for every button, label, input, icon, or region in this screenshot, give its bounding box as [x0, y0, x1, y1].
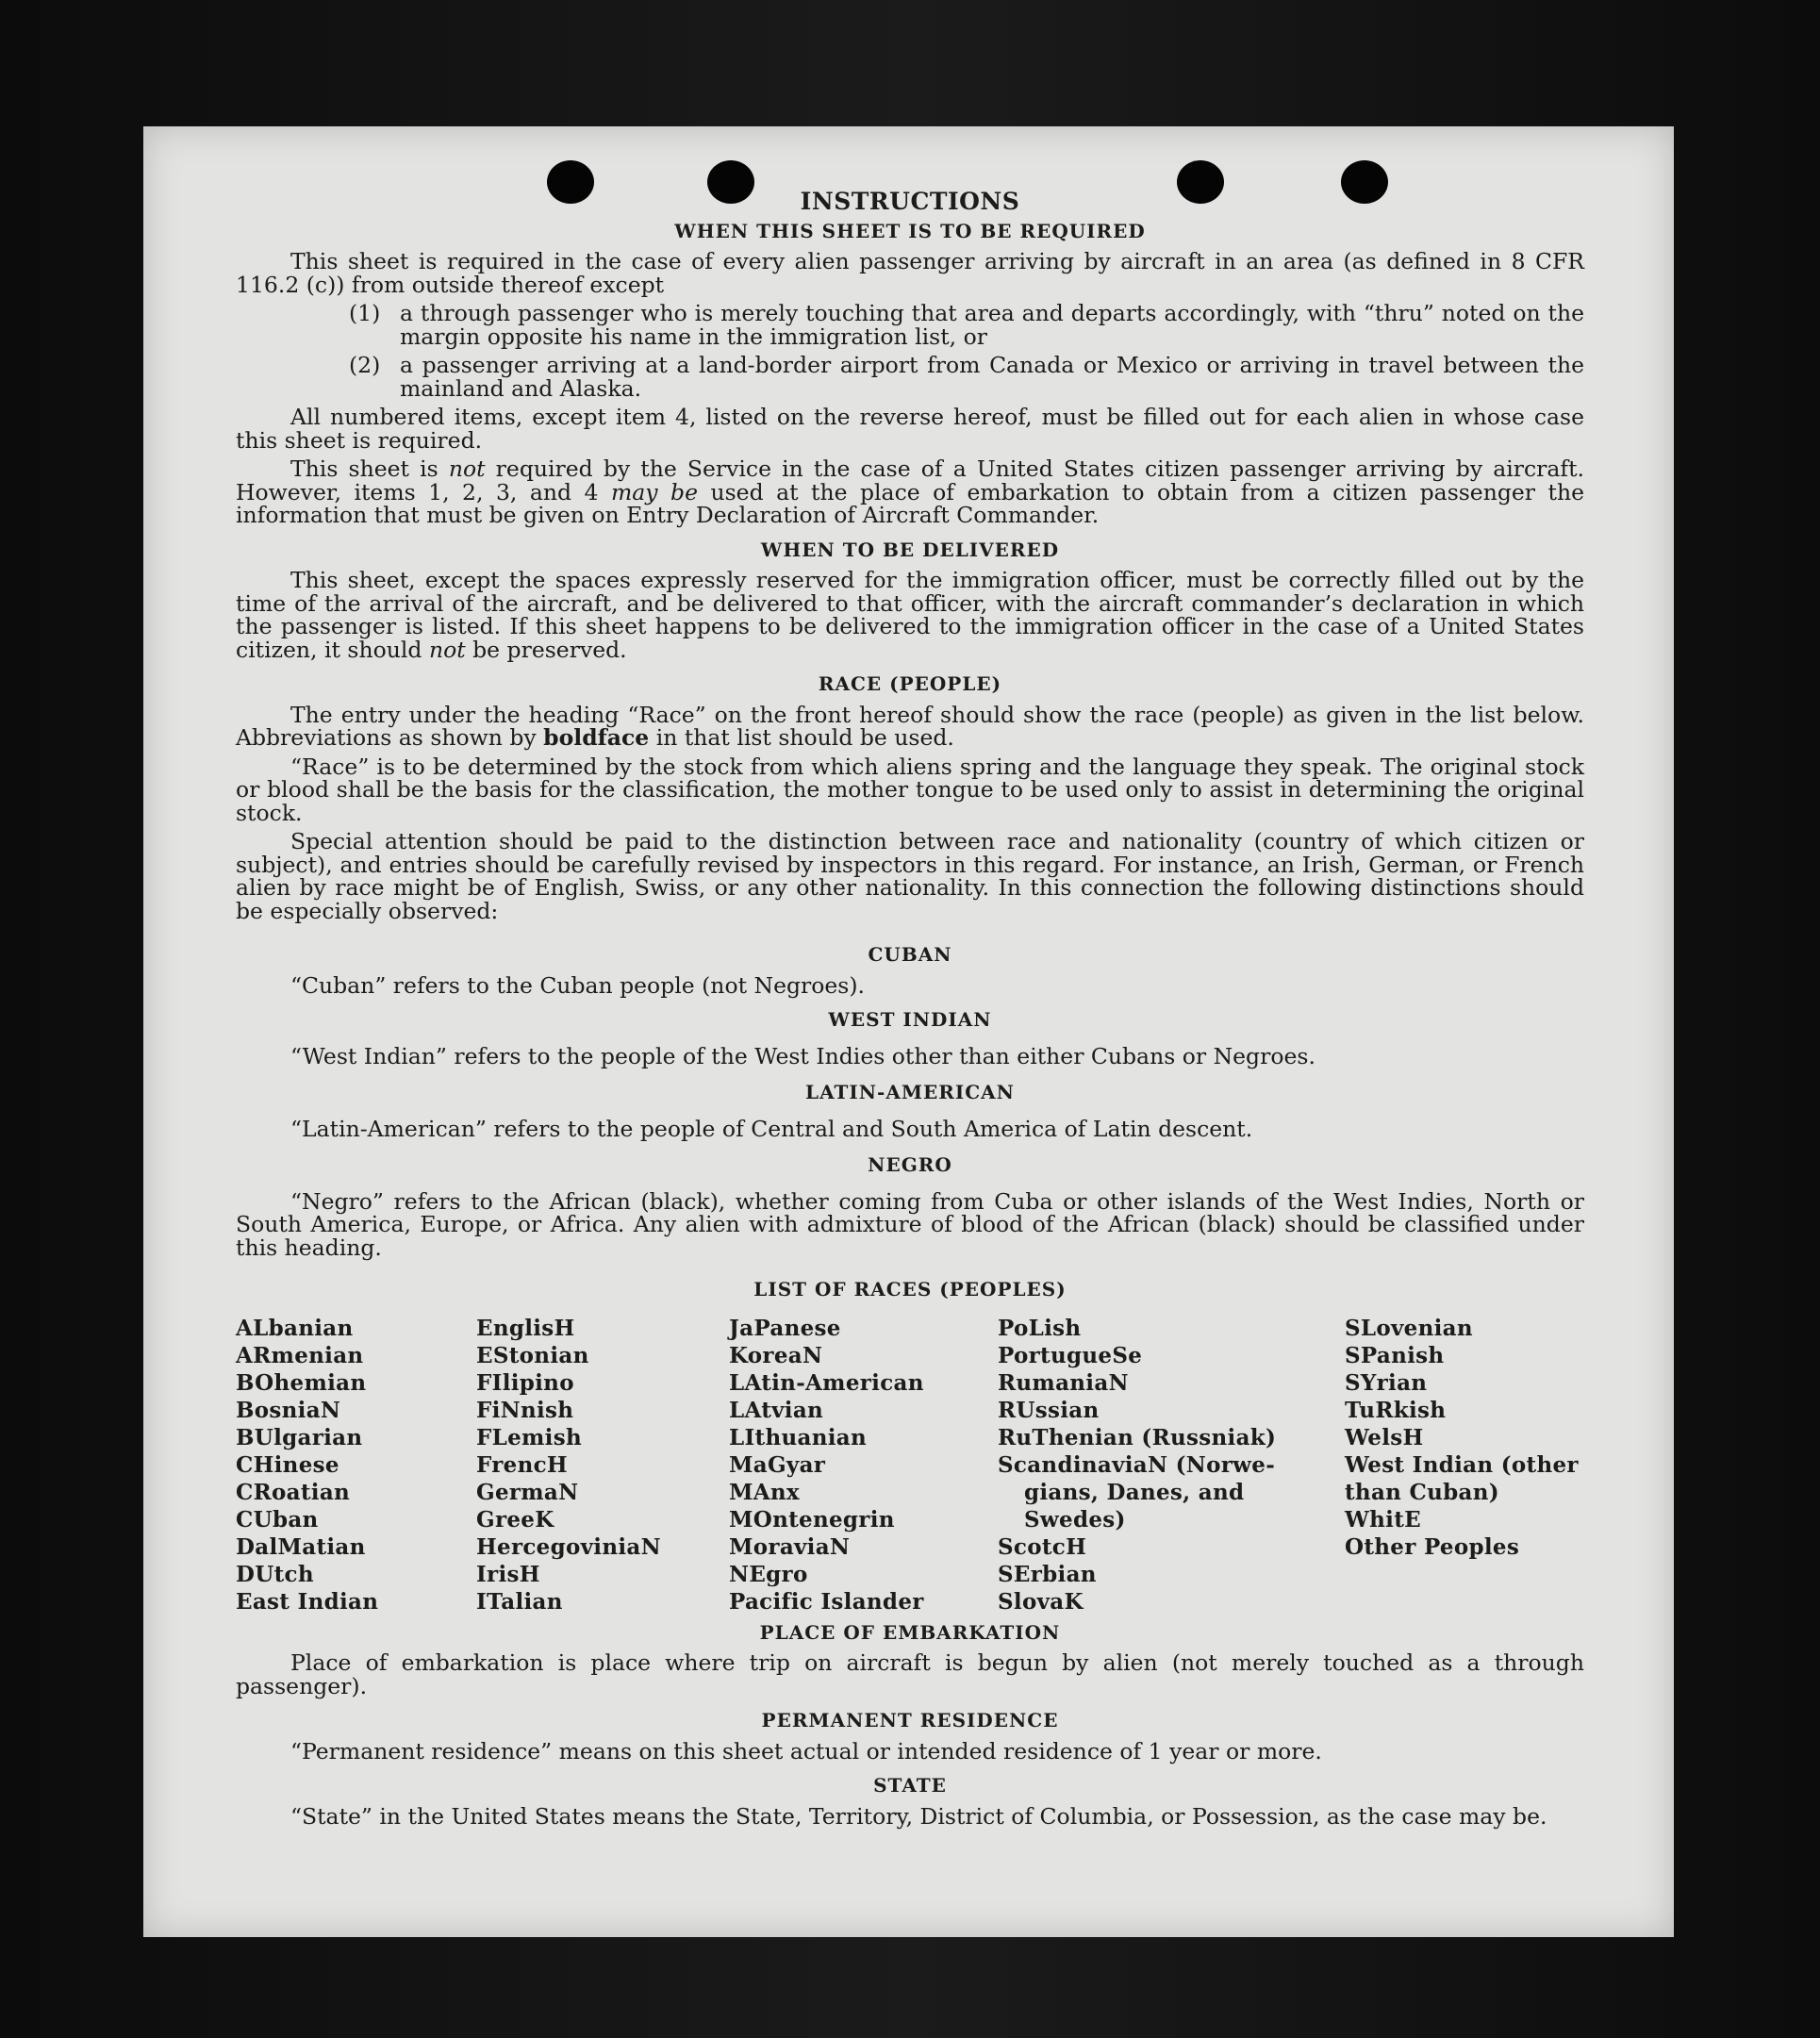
- race-item: SYrian: [1345, 1369, 1428, 1396]
- exception-item-2: [349, 354, 1584, 400]
- race-item: WhitE: [1345, 1506, 1421, 1533]
- race-paragraph-2: “Race” is to be determined by the stock from which aliens spring and the language they speak. The original stock or blood shall be the basis for the classification, the mother tongue to be used only to assist in determining the original stock.: [236, 753, 1584, 826]
- race-item: MAnx: [729, 1479, 800, 1505]
- race-list: [236, 1315, 1584, 1615]
- heading-latin-american: LATIN-AMERICAN: [805, 1081, 1015, 1103]
- race-item: BUlgarian: [236, 1424, 363, 1450]
- race-column-4: [998, 1315, 1345, 1615]
- race-item: ITalian: [476, 1588, 563, 1615]
- race-item: ARmenian: [236, 1342, 364, 1368]
- negro-text: “Negro” refers to the African (black), whether coming from Cuba or other islands of the West Indies, North or South America, Europe, or Africa. Any alien with admixture of blood of the African (black) should be classified under this heading.: [236, 1187, 1584, 1261]
- citizen-paragraph: This sheet is not required by the Service in the case of a United States citizen passenger arriving by aircraft. However, items 1, 2, 3, and 4 may be used at the place of embarkation to obtain from a citizen passenger the information that must be given on Entry Declaration of Aircraft Commander.: [236, 456, 1585, 528]
- race-item: DalMatian: [236, 1533, 366, 1560]
- document-sheet: [143, 126, 1674, 1937]
- race-item: SErbian: [998, 1561, 1097, 1587]
- race-item: ScandinaviaN (Norwe-: [998, 1451, 1276, 1478]
- race-item: FLemish: [476, 1424, 582, 1450]
- race-item: RuThenian (Russniak): [998, 1424, 1277, 1450]
- race-item: RUssian: [998, 1397, 1100, 1423]
- item-number: (2): [349, 352, 381, 378]
- race-item: FrencH: [476, 1451, 568, 1478]
- when-required-intro: This sheet is required in the case of every alien passenger arriving by aircraft in an area (as defined in 8 CFR 116.2 (c)) from outside thereof except: [236, 248, 1584, 298]
- race-item: MOntenegrin: [729, 1506, 895, 1533]
- race-item-continuation: gians, Danes, and: [1024, 1479, 1245, 1505]
- residence-text: “Permanent residence” means on this sheet actual or intended residence of 1 year or more.: [290, 1737, 1322, 1765]
- race-item: WelsH: [1345, 1424, 1424, 1450]
- race-item: TuRkish: [1345, 1397, 1447, 1423]
- item-text: a passenger arriving at a land-border airport from Canada or Mexico or arriving in travel between the mainland and Alaska.: [400, 352, 1584, 402]
- heading-list-of-races: LIST OF RACES (PEOPLES): [753, 1278, 1067, 1301]
- heading-when-delivered: WHEN TO BE DELIVERED: [760, 538, 1060, 561]
- race-column-1: [236, 1315, 476, 1615]
- race-item: BosniaN: [236, 1397, 341, 1423]
- west-indian-text: “West Indian” refers to the people of the West Indies other than either Cubans or Negroes.: [290, 1042, 1315, 1069]
- race-item: Pacific Islander: [729, 1588, 924, 1615]
- race-item: CHinese: [236, 1451, 339, 1478]
- exception-item-1: [349, 302, 1584, 348]
- race-item: East Indian: [236, 1588, 379, 1615]
- race-item: GreeK: [476, 1506, 554, 1533]
- race-item-continuation: Swedes): [1024, 1506, 1126, 1533]
- page-title: INSTRUCTIONS: [800, 188, 1020, 215]
- race-item: NEgro: [729, 1561, 808, 1587]
- race-item: LAtin-American: [729, 1369, 924, 1396]
- race-paragraph-1: The entry under the heading “Race” on the front hereof should show the race (people) as given in the list below. Abbreviations as shown by boldface in that list should be used.: [236, 701, 1584, 751]
- heading-embarkation: PLACE OF EMBARKATION: [759, 1620, 1061, 1644]
- embarkation-text: Place of embarkation is place where trip on aircraft is begun by alien (not merely touched as a through passenger).: [236, 1649, 1584, 1699]
- race-item: SPanish: [1345, 1342, 1445, 1368]
- race-item: CRoatian: [236, 1479, 351, 1505]
- race-item: SlovaK: [998, 1588, 1084, 1615]
- race-item: EStonian: [476, 1342, 589, 1368]
- race-item: FiNnish: [476, 1397, 574, 1423]
- race-item: MaGyar: [729, 1451, 826, 1478]
- race-item: JaPanese: [729, 1315, 841, 1341]
- race-item: ALbanian: [236, 1315, 354, 1341]
- race-item: SLovenian: [1345, 1315, 1473, 1341]
- delivery-paragraph: This sheet, except the spaces expressly reserved for the immigration officer, must be correctly filled out by the time of the arrival of the aircraft, and be delivered to that officer, with the aircraft commander’s declaration in which the passenger is listed. If this sheet happens to be delivered to the immigration officer in the case of a United States citizen, it should not be preserved.: [236, 567, 1584, 663]
- item-number: (1): [349, 300, 381, 326]
- race-item: West Indian (other: [1345, 1451, 1579, 1478]
- race-item: EnglisH: [476, 1315, 575, 1341]
- instructions-content: [236, 188, 1585, 1830]
- numbered-items-paragraph: All numbered items, except item 4, listed on the reverse hereof, must be filled out for each alien in whose case this sheet is required.: [236, 404, 1584, 454]
- race-item: IrisH: [476, 1561, 540, 1587]
- race-item: FIlipino: [476, 1369, 574, 1396]
- race-item: Other Peoples: [1345, 1533, 1520, 1560]
- heading-race: RACE (PEOPLE): [818, 672, 1002, 695]
- item-text: a through passenger who is merely touching that area and departs accordingly, with “thru” noted on the margin opposite his name in the immigration list, or: [400, 300, 1584, 350]
- race-item: CUban: [236, 1506, 319, 1533]
- race-item: ScotcH: [998, 1533, 1087, 1560]
- state-text: “State” in the United States means the State, Territory, District of Columbia, or Possession, as the case may be.: [290, 1802, 1547, 1830]
- race-item: PoLish: [998, 1315, 1082, 1341]
- latin-american-text: “Latin-American” refers to the people of Central and South America of Latin descent.: [290, 1115, 1253, 1142]
- race-item: MoraviaN: [729, 1533, 851, 1560]
- heading-when-required: WHEN THIS SHEET IS TO BE REQUIRED: [674, 219, 1146, 242]
- heading-negro: NEGRO: [868, 1153, 952, 1176]
- race-item: KoreaN: [729, 1342, 823, 1368]
- race-paragraph-3: Special attention should be paid to the distinction between race and nationality (country of which citizen or subject), and entries should be carefully revised by inspectors in this regard. For instance, an Irish, German, or French alien by race might be of English, Swiss, or any other nationality. In this connection the following distinctions should be especially observed:: [236, 828, 1584, 924]
- cuban-text: “Cuban” refers to the Cuban people (not Negroes).: [290, 971, 866, 999]
- race-item: LIthuanian: [729, 1424, 867, 1450]
- heading-west-indian: WEST INDIAN: [828, 1008, 992, 1031]
- heading-permanent-residence: PERMANENT RESIDENCE: [761, 1709, 1059, 1731]
- race-column-2: [476, 1315, 729, 1615]
- race-item: LAtvian: [729, 1397, 824, 1423]
- race-item: DUtch: [236, 1561, 314, 1587]
- heading-cuban: CUBAN: [868, 943, 952, 966]
- race-item: RumaniaN: [998, 1369, 1129, 1396]
- race-item: PortugueSe: [998, 1342, 1143, 1368]
- race-item: GermaN: [476, 1479, 579, 1505]
- heading-state: STATE: [873, 1774, 947, 1797]
- race-item: HercegoviniaN: [476, 1533, 661, 1560]
- race-column-3: [729, 1315, 998, 1615]
- race-column-5: [1345, 1315, 1584, 1615]
- race-item: BOhemian: [236, 1369, 367, 1396]
- race-item-continuation: than Cuban): [1345, 1479, 1499, 1505]
